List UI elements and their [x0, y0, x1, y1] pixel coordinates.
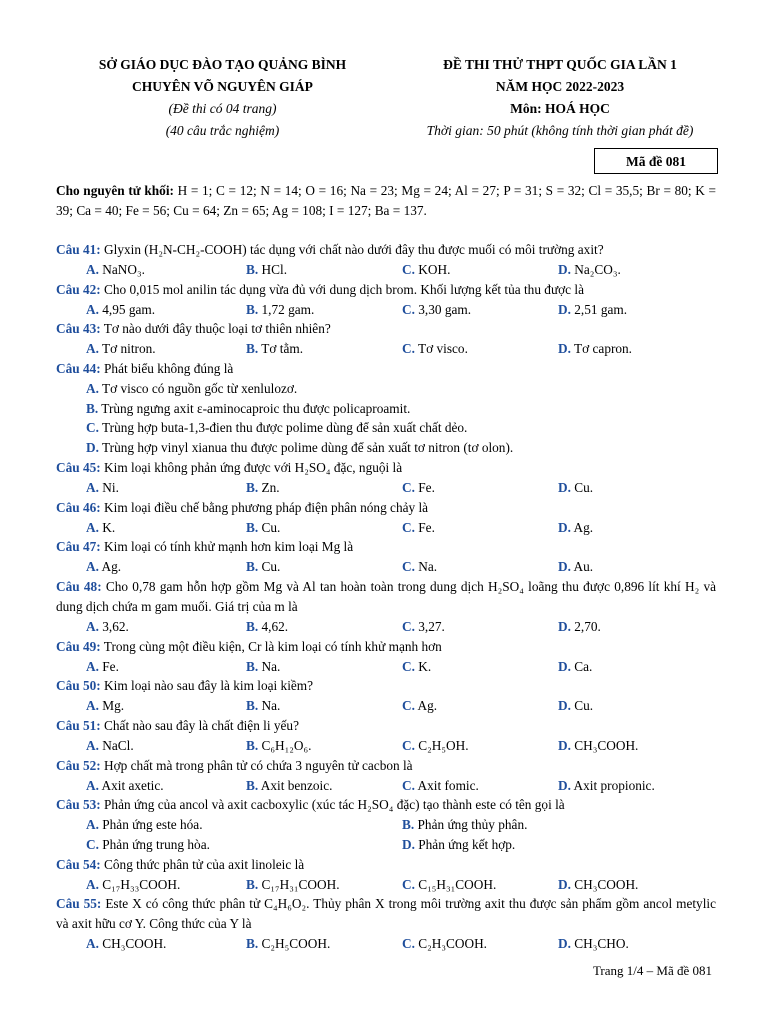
option-row: [56, 339, 716, 359]
question-text: Chất nào sau đây là chất điện li yếu?: [104, 718, 299, 733]
option-letter: D.: [558, 936, 571, 952]
question-stem: [56, 577, 716, 617]
option-text: Ag.: [417, 698, 438, 714]
answer-option: [402, 260, 450, 280]
option-text: 4,95 gam.: [102, 301, 156, 317]
answer-option: [246, 300, 314, 320]
option-letter: A.: [86, 479, 99, 495]
option-letter: A.: [86, 381, 99, 397]
answer-option: [558, 657, 592, 677]
header-left: [50, 54, 395, 142]
question-number: Câu 45:: [56, 459, 101, 475]
question-stem: [56, 855, 716, 875]
answer-option: [56, 438, 716, 458]
option-text: Ag.: [573, 519, 594, 535]
answer-option: [86, 339, 156, 359]
option-text: Axit benzoic.: [260, 777, 333, 793]
option-text: C₆H₁₂O₆.: [261, 738, 312, 753]
question-stem: [56, 637, 716, 657]
question-number: Câu 42:: [56, 281, 101, 297]
question-text: Kim loại điều chế bằng phương pháp điện phân nóng chảy là: [104, 499, 429, 515]
answer-option: [86, 657, 119, 677]
option-text: Axit axetic.: [101, 777, 164, 793]
option-text: CH₃COOH.: [574, 876, 639, 892]
option-text: 2,51 gam.: [574, 301, 628, 317]
option-text: Fe.: [418, 519, 435, 535]
answer-option: [558, 776, 655, 796]
answer-option: [402, 478, 435, 498]
question-stem: [56, 894, 716, 934]
option-letter: C.: [86, 837, 99, 853]
question-stem: [56, 319, 716, 339]
option-letter: A.: [86, 618, 99, 634]
option-letter: D.: [558, 738, 571, 753]
option-text: Ag.: [101, 559, 122, 575]
option-letter: A.: [86, 559, 99, 575]
option-row: [56, 300, 716, 320]
question-text: Phản ứng của ancol và axit cacboxylic (xúc tác H₂SO₄ đặc) tạo thành este có tên gọi là: [104, 797, 565, 813]
answer-option: [86, 557, 121, 577]
question-number: Câu 54:: [56, 856, 101, 872]
answer-option: [402, 300, 471, 320]
option-text: 4,62.: [261, 618, 289, 634]
time-limit: Thời gian: 50 phút (không tính thời gian phát đề): [426, 123, 694, 138]
option-letter: B.: [246, 301, 259, 317]
option-letter: D.: [558, 618, 571, 634]
option-letter: B.: [402, 817, 415, 833]
option-row: [56, 617, 716, 637]
option-text: Trùng hợp vinyl xianua thu được polime dùng để sản xuất tơ nitron (tơ olon).: [102, 440, 514, 456]
answer-option: [402, 657, 431, 677]
option-letter: C.: [402, 658, 415, 674]
atomic-masses-text: H = 1; C = 12; N = 14; O = 16; Na = 23; Mg = 24; Al = 27; P = 31; S = 32; Cl = 35,5; Br = 80; K = 39; Ca = 40; Fe = 56; Cu = 64; Zn = 65; Ag = 108; I = 127; Ba = 137.: [56, 183, 716, 218]
option-letter: A.: [86, 777, 99, 793]
option-text: Trùng hợp buta-1,3-đien thu được polime dùng để sản xuất chất dẻo.: [102, 420, 468, 436]
option-letter: D.: [558, 777, 571, 793]
option-text: Ca.: [574, 658, 593, 674]
option-text: Trùng ngưng axit ε-aminocaproic thu được policaproamit.: [101, 400, 411, 416]
answer-option: [402, 875, 496, 895]
option-text: Na.: [261, 658, 281, 674]
option-text: Axit fomic.: [417, 777, 479, 793]
option-letter: D.: [558, 341, 571, 357]
option-text: Axit propionic.: [573, 777, 655, 793]
option-text: C₂H₅OH.: [418, 738, 469, 753]
option-letter: C.: [402, 936, 415, 952]
answer-option: [86, 815, 203, 835]
option-letter: C.: [402, 738, 415, 753]
option-letter: A.: [86, 936, 99, 952]
question-text: Phát biểu không đúng là: [104, 361, 234, 377]
option-letter: B.: [246, 479, 259, 495]
question-text: Hợp chất mà trong phân tử có chứa 3 nguyên tử cacbon là: [104, 757, 413, 773]
option-letter: D.: [558, 559, 571, 575]
answer-option: [402, 815, 527, 835]
option-text: Tơ nitron.: [102, 341, 156, 357]
answer-option: [558, 260, 621, 280]
option-letter: C.: [402, 519, 415, 535]
option-text: 1,72 gam.: [261, 301, 315, 317]
answer-option: [246, 260, 287, 280]
option-text: Cu.: [261, 559, 281, 575]
option-row: [56, 657, 716, 677]
option-letter: B.: [246, 559, 259, 575]
option-row: [56, 518, 716, 538]
question-item: [56, 280, 716, 320]
question-text: Trong cùng một điều kiện, Cr là kim loại có tính khử mạnh hơn: [103, 638, 442, 654]
question-stem: [56, 458, 716, 478]
option-letter: C.: [402, 559, 415, 575]
option-text: Zn.: [261, 479, 280, 495]
header-right: [395, 54, 725, 142]
option-text: CH₃CHO.: [574, 936, 629, 952]
option-text: Ni.: [102, 479, 119, 495]
option-letter: B.: [246, 341, 259, 357]
option-text: 2,70.: [574, 618, 601, 634]
question-stem: [56, 280, 716, 300]
question-stem: [56, 716, 716, 736]
option-text: Fe.: [102, 658, 119, 674]
option-letter: A.: [86, 301, 99, 317]
option-letter: A.: [86, 738, 99, 753]
option-letter: D.: [558, 519, 571, 535]
question-number: Câu 43:: [56, 321, 101, 337]
option-text: Na₂CO₃.: [574, 262, 621, 277]
option-letter: D.: [402, 837, 415, 853]
option-text: K.: [102, 519, 116, 535]
option-letter: C.: [402, 262, 415, 277]
question-item: [56, 319, 716, 359]
answer-option: [86, 617, 129, 637]
question-item: [56, 716, 716, 756]
option-letter: C.: [402, 618, 415, 634]
question-stem: [56, 359, 716, 379]
answer-option: [558, 934, 629, 954]
option-text: Phản ứng trung hòa.: [102, 837, 210, 853]
option-letter: B.: [246, 936, 259, 952]
question-item: [56, 537, 716, 577]
answer-option: [402, 776, 479, 796]
option-letter: D.: [86, 440, 99, 456]
question-item: [56, 855, 716, 895]
question-number: Câu 41:: [56, 242, 101, 257]
option-letter: B.: [246, 777, 259, 793]
option-letter: A.: [86, 519, 99, 535]
option-text: Fe.: [418, 479, 435, 495]
option-text: Phản ứng thủy phân.: [417, 817, 528, 833]
answer-option: [246, 478, 280, 498]
option-letter: B.: [246, 698, 259, 714]
question-item: [56, 577, 716, 637]
option-letter: C.: [86, 420, 99, 436]
answer-option: [246, 934, 330, 954]
option-text: Tơ visco có nguồn gốc từ xenlulozơ.: [102, 381, 298, 397]
option-letter: C.: [402, 301, 415, 317]
option-text: HCl.: [261, 262, 288, 277]
question-stem: [56, 498, 716, 518]
option-text: Phản ứng kết hợp.: [418, 837, 516, 853]
answer-option: [246, 696, 280, 716]
question-text: Kim loại không phản ứng được với H₂SO₄ đặc, nguội là: [104, 459, 403, 475]
question-item: [56, 498, 716, 538]
question-item: [56, 359, 716, 458]
option-letter: A.: [86, 341, 99, 357]
option-text: C₂H₃COOH.: [418, 936, 488, 952]
option-text: C₂H₅COOH.: [261, 936, 331, 952]
answer-option: [402, 934, 487, 954]
option-letter: A.: [86, 698, 99, 714]
school-year: NĂM HỌC 2022-2023: [495, 79, 625, 94]
question-item: [56, 458, 716, 498]
answer-option: [558, 518, 593, 538]
question-text: Kim loại có tính khử mạnh hơn kim loại Mg là: [104, 539, 354, 555]
answer-option: [558, 696, 593, 716]
option-letter: D.: [558, 698, 571, 714]
page-footer: Trang 1/4 – Mã đề 081: [592, 963, 712, 978]
option-row: [56, 478, 716, 498]
question-text: Cho 0,015 mol anilin tác dụng vừa đủ với dung dịch brom. Khối lượng kết tủa thu được là: [104, 281, 585, 297]
answer-option: [558, 478, 593, 498]
option-letter: B.: [246, 876, 259, 892]
answer-option: [246, 776, 332, 796]
answer-option: [56, 418, 716, 438]
answer-option: [86, 776, 164, 796]
question-stem: [56, 756, 716, 776]
answer-option: [86, 934, 166, 954]
question-text: Este X có công thức phân tử C₄H₆O₂. Thủy phân X trong môi trường axit thu được sản phẩm gồm ancol metylic và axit hữu cơ Y. Công thức của Y là: [56, 896, 716, 932]
answer-option: [246, 657, 280, 677]
answer-option: [86, 696, 124, 716]
answer-option: [402, 557, 437, 577]
option-letter: C.: [402, 698, 415, 714]
question-item: [56, 240, 716, 280]
answer-option: [558, 300, 627, 320]
option-text: Cu.: [261, 519, 281, 535]
page-count-note: (Đề thi có 04 trang): [168, 101, 277, 116]
question-item: [56, 676, 716, 716]
answer-option: [246, 557, 280, 577]
answer-option: [86, 835, 210, 855]
option-row: [56, 835, 716, 855]
option-row: [56, 776, 716, 796]
option-letter: A.: [86, 876, 99, 892]
answer-option: [402, 696, 437, 716]
question-item: [56, 894, 716, 954]
answer-option: [402, 835, 515, 855]
option-text: NaNO₃.: [102, 262, 145, 277]
question-number: Câu 44:: [56, 361, 101, 377]
option-letter: C.: [402, 479, 415, 495]
option-row: [56, 696, 716, 716]
option-text: Au.: [573, 559, 594, 575]
question-number: Câu 55:: [56, 896, 102, 912]
answer-option: [86, 875, 180, 895]
answer-option: [56, 379, 716, 399]
option-row: [56, 934, 716, 954]
school-name: CHUYÊN VÕ NGUYÊN GIÁP: [132, 79, 313, 94]
answer-option: [246, 617, 288, 637]
question-stem: [56, 240, 716, 260]
option-letter: D.: [558, 876, 571, 892]
question-text: Công thức phân tử của axit linoleic là: [104, 856, 305, 872]
question-item: [56, 637, 716, 677]
option-text: Mg.: [102, 698, 125, 714]
question-stem: [56, 676, 716, 696]
answer-option: [86, 260, 145, 280]
question-text: Kim loại nào sau đây là kim loại kiềm?: [104, 678, 314, 694]
exam-title: ĐỀ THI THỬ THPT QUỐC GIA LẦN 1: [443, 57, 677, 72]
option-row: [56, 557, 716, 577]
subject: Môn: HOÁ HỌC: [510, 101, 610, 116]
question-number: Câu 49:: [56, 638, 101, 654]
answer-option: [558, 875, 638, 895]
answer-option: [86, 478, 119, 498]
question-text: Tơ nào dưới đây thuộc loại tơ thiên nhiên?: [103, 321, 331, 337]
department-name: SỞ GIÁO DỤC ĐÀO TẠO QUẢNG BÌNH: [98, 57, 347, 72]
option-letter: B.: [246, 618, 259, 634]
option-letter: A.: [86, 262, 99, 277]
question-text: Cho 0,78 gam hỗn hợp gồm Mg và Al tan hoàn toàn trong dung dịch H₂SO₄ loãng thu được 0,896 lít khí H₂ và dung dịch chứa m gam muối. Giá trị của m là: [56, 578, 717, 614]
answer-option: [246, 339, 303, 359]
exam-code-box: Mã đề 081: [594, 148, 718, 174]
option-letter: B.: [86, 400, 99, 416]
answer-option: [402, 617, 445, 637]
atomic-masses-label: Cho nguyên tử khối:: [56, 183, 174, 198]
question-number: Câu 48:: [56, 578, 102, 594]
question-number: Câu 53:: [56, 797, 101, 813]
answer-option: [56, 399, 716, 419]
answer-option: [558, 736, 638, 756]
option-text: CH₃COOH.: [102, 936, 167, 952]
question-number: Câu 50:: [56, 678, 101, 694]
question-item: [56, 756, 716, 796]
option-letter: B.: [246, 519, 259, 535]
option-text: 3,30 gam.: [418, 301, 472, 317]
atomic-masses: [56, 181, 716, 221]
answer-option: [402, 518, 435, 538]
answer-option: [558, 557, 593, 577]
question-number: Câu 46:: [56, 499, 101, 515]
option-text: C₁₇H₃₁COOH.: [261, 876, 340, 892]
option-row: [56, 260, 716, 280]
answer-option: [86, 300, 155, 320]
answer-option: [558, 617, 601, 637]
option-letter: C.: [402, 777, 415, 793]
answer-option: [246, 736, 311, 756]
answer-option: [86, 736, 134, 756]
option-letter: A.: [86, 817, 99, 833]
answer-option: [402, 736, 469, 756]
option-letter: D.: [558, 262, 571, 277]
question-stem: [56, 795, 716, 815]
question-item: [56, 795, 716, 854]
option-text: K.: [418, 658, 432, 674]
option-letter: A.: [86, 658, 99, 674]
option-text: NaCl.: [102, 738, 134, 753]
option-letter: D.: [558, 301, 571, 317]
option-text: Cu.: [574, 698, 594, 714]
option-text: Na.: [261, 698, 281, 714]
option-letter: D.: [558, 658, 571, 674]
question-text: Glyxin (H₂N-CH₂-COOH) tác dụng với chất nào dưới đây thu được muối có môi trường axit?: [104, 242, 604, 257]
question-number: Câu 52:: [56, 757, 101, 773]
option-row: [56, 875, 716, 895]
option-text: Tơ tằm.: [261, 341, 304, 357]
answer-option: [558, 339, 632, 359]
answer-option: [402, 339, 468, 359]
option-text: Tơ visco.: [418, 341, 468, 357]
answer-option: [246, 518, 280, 538]
option-letter: B.: [246, 658, 259, 674]
option-text: C₁₅H₃₁COOH.: [418, 876, 497, 892]
option-text: C₁₇H₃₃COOH.: [102, 876, 181, 892]
option-letter: B.: [246, 262, 259, 277]
question-stem: [56, 537, 716, 557]
option-row: [56, 736, 716, 756]
option-letter: B.: [246, 738, 259, 753]
option-letter: D.: [558, 479, 571, 495]
question-count-note: (40 câu trắc nghiệm): [165, 123, 280, 138]
answer-option: [86, 518, 115, 538]
option-text: Phản ứng este hóa.: [102, 817, 203, 833]
option-text: 3,27.: [418, 618, 445, 634]
option-text: 3,62.: [102, 618, 129, 634]
option-text: KOH.: [418, 262, 451, 277]
option-letter: C.: [402, 876, 415, 892]
answer-option: [246, 875, 340, 895]
question-number: Câu 47:: [56, 539, 101, 555]
option-letter: C.: [402, 341, 415, 357]
option-text: Na.: [418, 559, 438, 575]
option-row: [56, 815, 716, 835]
question-list: [56, 240, 716, 954]
option-text: Tơ capron.: [574, 341, 633, 357]
option-text: Cu.: [574, 479, 594, 495]
option-text: CH₃COOH.: [574, 738, 639, 753]
question-number: Câu 51:: [56, 718, 101, 733]
